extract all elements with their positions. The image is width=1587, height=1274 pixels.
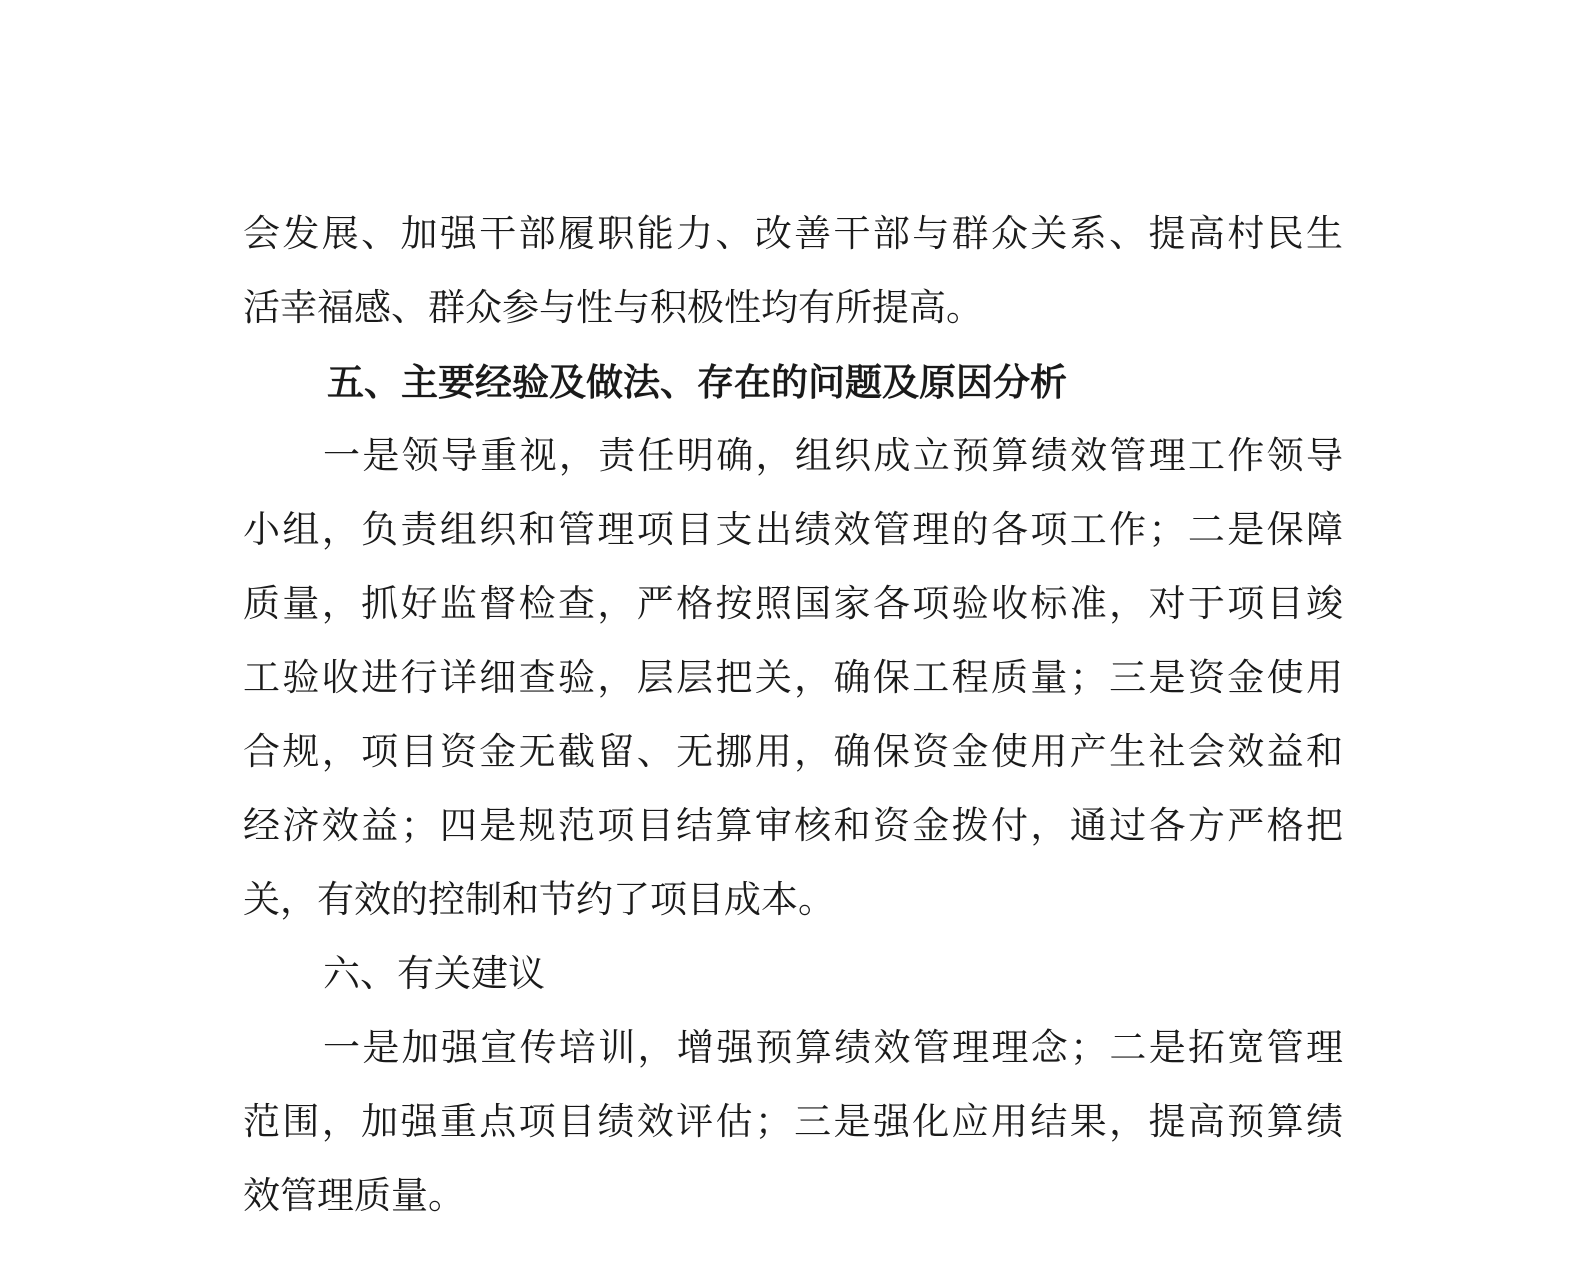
document-page <box>243 197 1343 1233</box>
paragraph-line: 一是领导重视，责任明确，组织成立预算绩效管理工作领导 <box>323 434 1343 477</box>
section-heading-6: 六、有关建议 <box>323 952 545 995</box>
section-heading-5: 五、主要经验及做法、存在的问题及原因分析 <box>327 360 1067 404</box>
paragraph-line: 工验收进行详细查验，层层把关，确保工程质量；三是资金使用 <box>243 656 1343 699</box>
continued-paragraph <box>243 197 1343 345</box>
paragraph-line: 范围，加强重点项目绩效评估；三是强化应用结果，提高预算绩 <box>243 1100 1343 1143</box>
paragraph-line: 会发展、加强干部履职能力、改善干部与群众关系、提高村民生 <box>243 212 1343 255</box>
paragraph-line: 小组，负责组织和管理项目支出绩效管理的各项工作；二是保障 <box>243 508 1343 551</box>
paragraph-line: 质量，抓好监督检查，严格按照国家各项验收标准，对于项目竣 <box>243 582 1343 625</box>
paragraph-line: 效管理质量。 <box>243 1174 465 1217</box>
paragraph-line: 活幸福感、群众参与性与积极性均有所提高。 <box>243 286 983 329</box>
paragraph-line: 一是加强宣传培训，增强预算绩效管理理念；二是拓宽管理 <box>323 1026 1343 1069</box>
paragraph-line: 合规，项目资金无截留、无挪用，确保资金使用产生社会效益和 <box>243 730 1343 773</box>
paragraph-line: 关，有效的控制和节约了项目成本。 <box>243 878 835 921</box>
paragraph-line: 经济效益；四是规范项目结算审核和资金拨付，通过各方严格把 <box>243 804 1343 847</box>
section-5-paragraph <box>243 419 1343 937</box>
section-6-paragraph <box>243 1011 1343 1233</box>
